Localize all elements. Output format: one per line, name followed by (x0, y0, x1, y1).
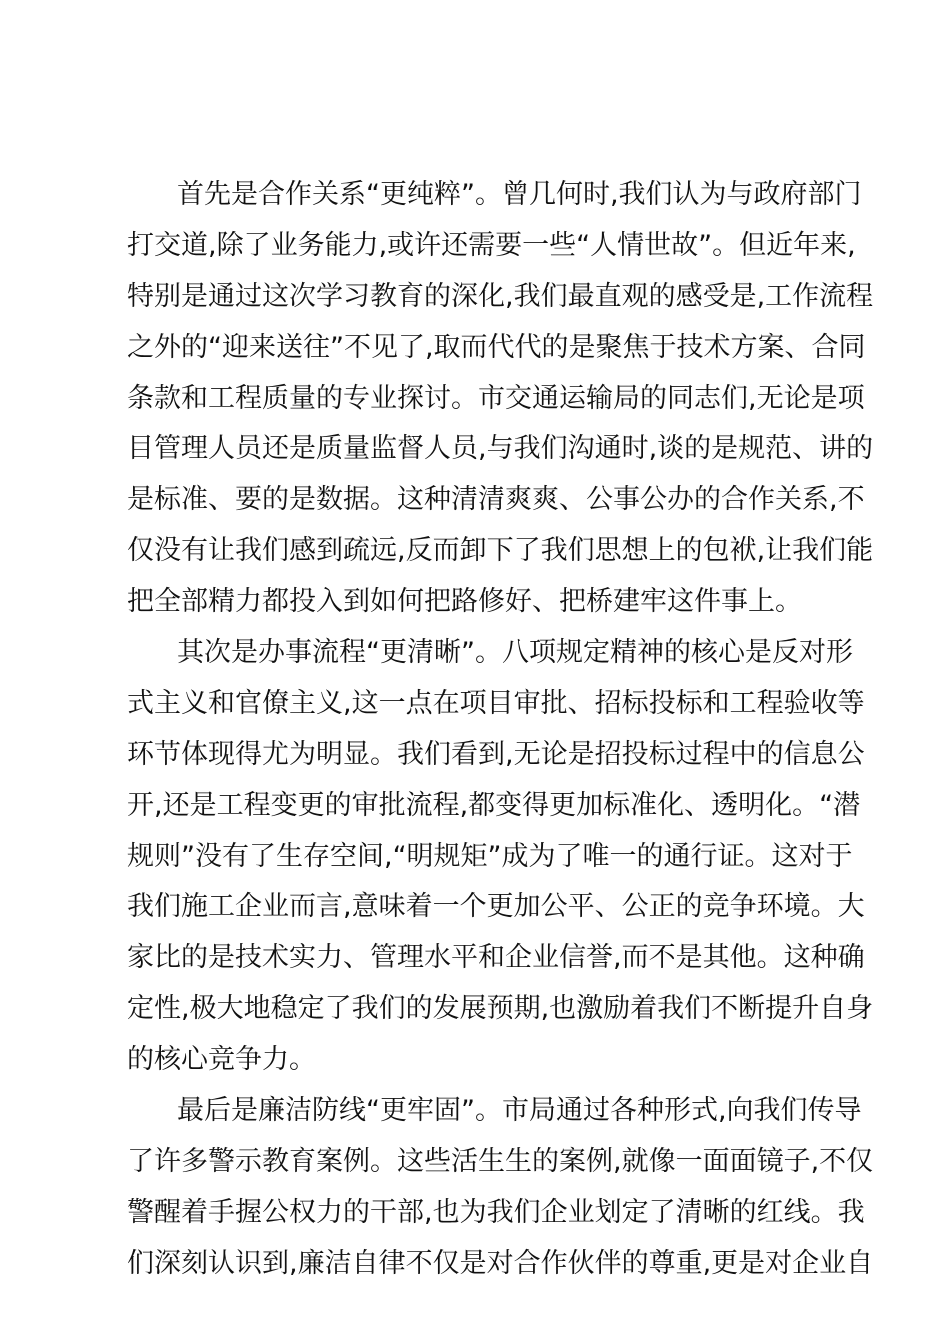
paragraph-3-line-2: 了许多警示教育案例。这些活生生的案例,就像一面面镜子,不仅 (127, 1145, 874, 1177)
body-text (127, 170, 874, 1290)
paragraph-2-line-1: 其次是办事流程“更清晰”。八项规定精神的核心是反对形 (177, 637, 853, 669)
paragraph-2-line-3: 环节体现得尤为明显。我们看到,无论是招投标过程中的信息公 (127, 738, 865, 770)
paragraph-1-line-2: 打交道,除了业务能力,或许还需要一些“人情世故”。但近年来, (127, 229, 856, 261)
paragraph-1-line-7: 是标准、要的是数据。这种清清爽爽、公事公办的合作关系,不 (127, 484, 865, 516)
paragraph-1-line-6: 目管理人员还是质量监督人员,与我们沟通时,谈的是规范、讲的 (127, 433, 874, 465)
paragraph-3-line-4: 们深刻认识到,廉洁自律不仅是对合作伙伴的尊重,更是对企业自 (127, 1247, 874, 1279)
paragraph-3-line-3: 警醒着手握公权力的干部,也为我们企业划定了清晰的红线。我 (127, 1196, 865, 1228)
paragraph-2-line-7: 家比的是技术实力、管理水平和企业信誉,而不是其他。这种确 (127, 942, 865, 974)
paragraph-2-line-9: 的核心竞争力。 (127, 1044, 316, 1076)
paragraph-2-line-6: 我们施工企业而言,意味着一个更加公平、公正的竞争环境。大 (127, 891, 865, 923)
paragraph-1-line-9: 把全部精力都投入到如何把路修好、把桥建牢这件事上。 (127, 586, 802, 618)
paragraph-3-line-1: 最后是廉洁防线“更牢固”。市局通过各种形式,向我们传导 (177, 1095, 862, 1127)
paragraph-1-line-3: 特别是通过这次学习教育的深化,我们最直观的感受是,工作流程 (127, 280, 874, 312)
paragraph-1-line-4: 之外的“迎来送往”不见了,取而代代的是聚焦于技术方案、合同 (127, 331, 866, 363)
paragraph-1-line-5: 条款和工程质量的专业探讨。市交通运输局的同志们,无论是项 (127, 382, 865, 414)
paragraph-2-line-2: 式主义和官僚主义,这一点在项目审批、招标投标和工程验收等 (127, 687, 865, 719)
paragraph-2-line-5: 规则”没有了生存空间,“明规矩”成为了唯一的通行证。这对于 (127, 840, 853, 872)
paragraph-1-line-8: 仅没有让我们感到疏远,反而卸下了我们思想上的包袱,让我们能 (127, 535, 874, 567)
paragraph-1-line-1: 首先是合作关系“更纯粹”。曾几何时,我们认为与政府部门 (177, 179, 862, 210)
paragraph-2-line-4: 开,还是工程变更的审批流程,都变得更加标准化、透明化。“潜 (127, 789, 861, 821)
paragraph-2-line-8: 定性,极大地稳定了我们的发展预期,也激励着我们不断提升自身 (127, 993, 874, 1025)
